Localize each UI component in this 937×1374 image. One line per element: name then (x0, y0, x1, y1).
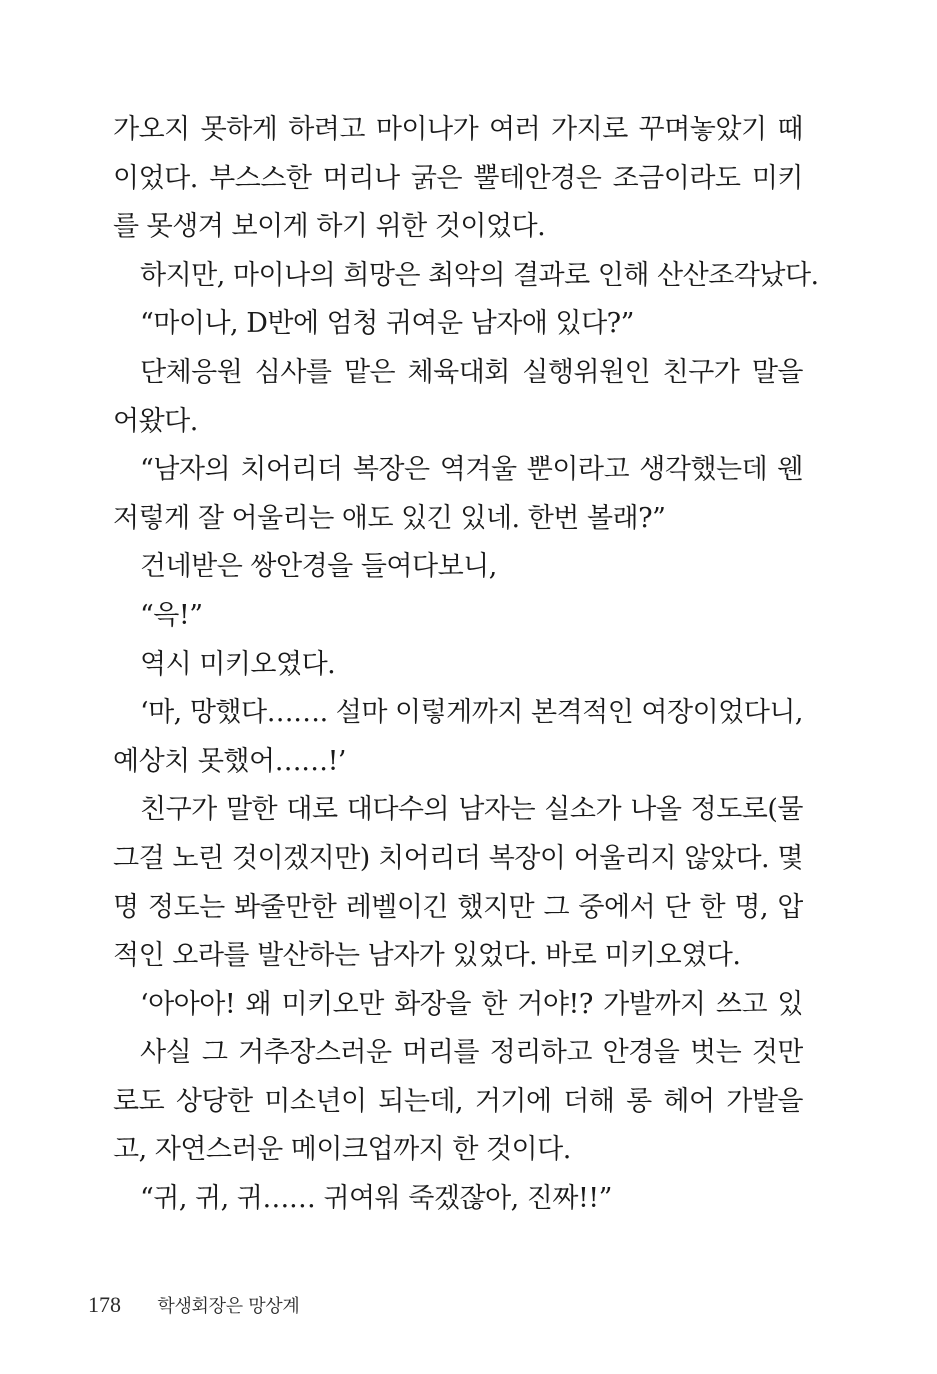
text-line: 단체응원 심사를 맡은 체육대회 실행위원인 친구가 말을 (140, 356, 803, 388)
page-number: 178 (88, 1292, 121, 1317)
text-line: 친구가 말한 대로 대다수의 남자는 실소가 나올 정도로(물 (140, 794, 803, 826)
text-line: “윽!” (140, 599, 203, 631)
body-text (113, 106, 819, 1224)
text-line: ‘아아아! 왜 미키오만 화장을 한 거야!? 가발까지 쓰고 있 (140, 988, 803, 1020)
text-line: 고, 자연스러운 메이크업까지 한 것이다. (113, 1134, 571, 1166)
text-line: 하지만, 마이나의 희망은 최악의 결과로 인해 산산조각났다. (140, 259, 819, 291)
text-line: 예상치 못했어……!’ (113, 745, 347, 777)
text-line: 어왔다. (113, 405, 198, 437)
text-line: ‘마, 망했다……. 설마 이렇게까지 본격적인 여장이었다니, (140, 697, 803, 729)
text-line: 저렇게 잘 어울리는 애도 있긴 있네. 한번 볼래?” (113, 502, 666, 534)
text-line: 건네받은 쌍안경을 들여다보니, (140, 551, 497, 583)
text-line: 역시 미키오였다. (140, 648, 336, 680)
text-line: 로도 상당한 미소년이 되는데, 거기에 더해 롱 헤어 가발을 (113, 1085, 803, 1117)
text-line: “귀, 귀, 귀…… 귀여워 죽겠잖아, 진짜!!” (140, 1183, 612, 1215)
text-line: 사실 그 거추장스러운 머리를 정리하고 안경을 벗는 것만 (140, 1037, 803, 1069)
text-line: “남자의 치어리더 복장은 역겨울 뿐이라고 생각했는데 웬 (140, 454, 803, 486)
text-line: 적인 오라를 발산하는 남자가 있었다. 바로 미키오였다. (113, 940, 741, 972)
text-line: 이었다. 부스스한 머리나 굵은 뿔테안경은 조금이라도 미키 (113, 162, 803, 194)
text-line: 명 정도는 봐줄만한 레벨이긴 했지만 그 중에서 단 한 명, 압 (113, 891, 803, 923)
text-line: “마이나, D반에 엄청 귀여운 남자애 있다?” (140, 308, 634, 340)
text-line: 그걸 노린 것이겠지만) 치어리더 복장이 어울리지 않았다. 몇 (113, 842, 803, 874)
page-footer (88, 1292, 299, 1318)
text-line: 가오지 못하게 하려고 마이나가 여러 가지로 꾸며놓았기 때 (113, 114, 803, 145)
running-title: 학생회장은 망상계 (157, 1296, 300, 1317)
text-line: 를 못생겨 보이게 하기 위한 것이었다. (113, 211, 546, 243)
